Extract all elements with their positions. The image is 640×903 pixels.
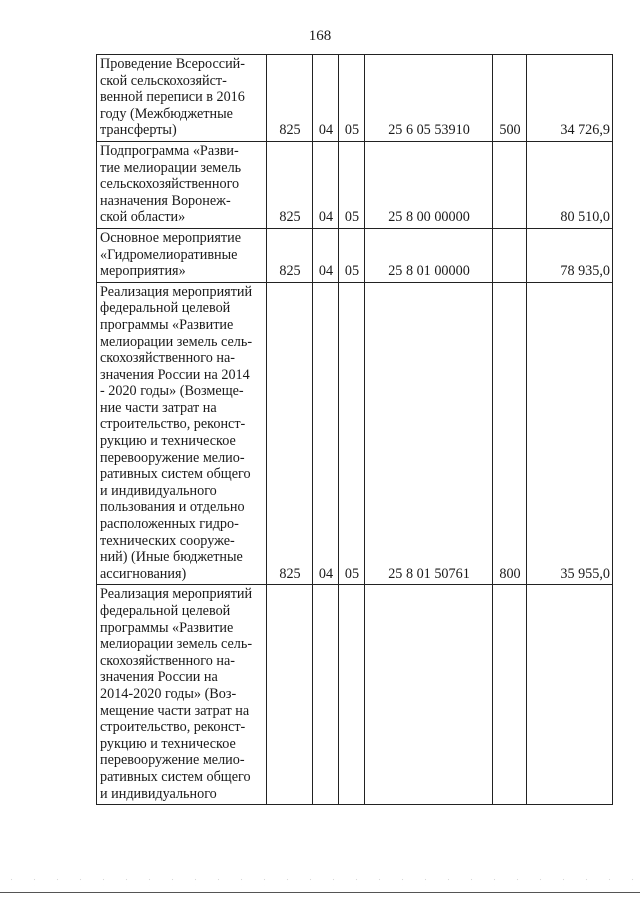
grbs-cell: 825 bbox=[267, 55, 313, 142]
rz-cell: 04 bbox=[313, 141, 339, 228]
table-row bbox=[97, 282, 613, 585]
budget-table bbox=[96, 54, 613, 805]
row-name: Проведение Всероссий- ской сельскохозяйст- венной переписи в 2016 году (Межбюджетные трансферты) bbox=[97, 55, 267, 142]
rz-cell: 04 bbox=[313, 282, 339, 585]
vr-cell: 500 bbox=[493, 55, 527, 142]
sum-cell: 35 955,0 bbox=[527, 282, 613, 585]
pr-cell: 05 bbox=[339, 141, 365, 228]
sum-cell: 80 510,0 bbox=[527, 141, 613, 228]
vr-cell bbox=[493, 141, 527, 228]
sum-cell: 78 935,0 bbox=[527, 228, 613, 282]
csr-cell bbox=[365, 585, 493, 805]
pr-cell: 05 bbox=[339, 55, 365, 142]
grbs-cell: 825 bbox=[267, 141, 313, 228]
sum-cell: 34 726,9 bbox=[527, 55, 613, 142]
scan-noise bbox=[0, 876, 640, 886]
vr-cell: 800 bbox=[493, 282, 527, 585]
grbs-cell: 825 bbox=[267, 228, 313, 282]
rz-cell: 04 bbox=[313, 55, 339, 142]
grbs-cell bbox=[267, 585, 313, 805]
row-name: Подпрограмма «Разви- тие мелиорации земель сельскохозяйственного назначения Воронеж- ской области» bbox=[97, 141, 267, 228]
table-row bbox=[97, 585, 613, 805]
table-row bbox=[97, 141, 613, 228]
page-number: 168 bbox=[308, 28, 332, 44]
csr-cell: 25 8 01 50761 bbox=[365, 282, 493, 585]
csr-cell: 25 6 05 53910 bbox=[365, 55, 493, 142]
vr-cell bbox=[493, 228, 527, 282]
row-name: Основное мероприятие «Гидромелиоративные мероприятия» bbox=[97, 228, 267, 282]
page-bottom-rule bbox=[0, 892, 640, 893]
rz-cell: 04 bbox=[313, 228, 339, 282]
pr-cell: 05 bbox=[339, 282, 365, 585]
rz-cell bbox=[313, 585, 339, 805]
sum-cell bbox=[527, 585, 613, 805]
csr-cell: 25 8 00 00000 bbox=[365, 141, 493, 228]
table-row bbox=[97, 55, 613, 142]
csr-cell: 25 8 01 00000 bbox=[365, 228, 493, 282]
grbs-cell: 825 bbox=[267, 282, 313, 585]
row-name: Реализация мероприятий федеральной целевой программы «Развитие мелиорации земель сель- скохозяйственного на- значения России на 2014 - 2020 годы» (Возмеще- ние части затрат на строительство, реконст- рукцию и техническое перевооружение мелио- ративных систем общего и индивидуального пользования и отдельно расположенных гидро- технических сооруже- ний) (Иные бюджетные ассигнования) bbox=[97, 282, 267, 585]
pr-cell bbox=[339, 585, 365, 805]
table-row bbox=[97, 228, 613, 282]
vr-cell bbox=[493, 585, 527, 805]
row-name: Реализация мероприятий федеральной целевой программы «Развитие мелиорации земель сель- скохозяйственного на- значения России на 2014-2020 годы» (Воз- мещение части затрат на строительство, реконст- рукцию и техническое перевооружение мелио- ративных систем общего и индивидуального bbox=[97, 585, 267, 805]
pr-cell: 05 bbox=[339, 228, 365, 282]
